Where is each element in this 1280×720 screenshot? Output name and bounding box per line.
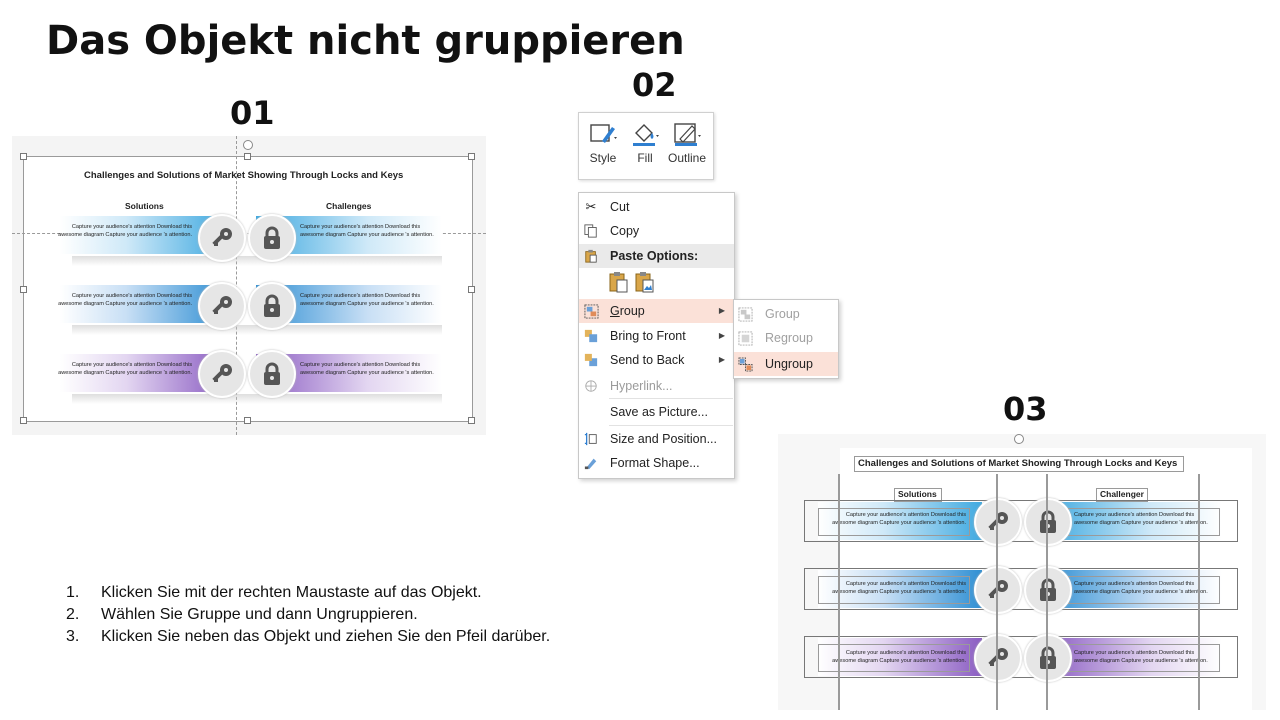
lock-icon bbox=[259, 293, 285, 319]
key-circle bbox=[974, 634, 1022, 682]
lock-icon bbox=[259, 361, 285, 387]
band-text: Capture your audience's attention Download this awesome diagram Capture your audience 's attention. bbox=[300, 224, 434, 238]
band-text: Capture your audience's attention Download this awesome diagram Capture your audience 's attention. bbox=[300, 293, 434, 307]
group-icon bbox=[738, 306, 754, 322]
menu-hyperlink[interactable]: Hyperlink... bbox=[579, 374, 734, 398]
send-to-back-icon bbox=[583, 352, 599, 368]
menu-copy[interactable]: Copy bbox=[579, 219, 734, 243]
group-submenu bbox=[733, 299, 839, 379]
paste-option-picture[interactable] bbox=[635, 271, 655, 296]
format-shape-icon bbox=[583, 455, 599, 471]
instruction-step-3: 3. Klicken Sie neben das Objekt und ziehen Sie den Pfeil darüber. bbox=[66, 628, 551, 645]
submenu-ungroup[interactable]: Ungroup bbox=[734, 352, 838, 376]
band-text: Capture your audience's attention Download this awesome diagram Capture your audience 's attention. bbox=[58, 362, 192, 376]
lock-icon bbox=[1035, 645, 1061, 671]
key-circle bbox=[198, 350, 246, 398]
lock-circle bbox=[1024, 634, 1072, 682]
key-circle bbox=[198, 214, 246, 262]
paste-clipboard-icon bbox=[609, 271, 629, 293]
step-number-2: 02 bbox=[632, 66, 677, 104]
size-position-icon bbox=[583, 431, 599, 447]
submenu-arrow-icon: ▶ bbox=[718, 355, 725, 364]
band-text: Capture your audience's attention Download this awesome diagram Capture your audience 's attention. bbox=[1074, 650, 1208, 664]
step-number-1: 01 bbox=[230, 94, 275, 132]
lock-circle bbox=[1024, 498, 1072, 546]
copy-icon bbox=[583, 223, 599, 239]
slide-title: Challenges and Solutions of Market Showing Through Locks and Keys bbox=[84, 170, 404, 181]
context-menu bbox=[578, 192, 735, 479]
slide-thumbnail-03[interactable] bbox=[778, 434, 1266, 710]
col-header-challenges: Challenges bbox=[326, 201, 372, 211]
style-button[interactable]: Style bbox=[581, 119, 625, 175]
menu-cut[interactable]: ✂ Cut bbox=[579, 195, 734, 219]
hyperlink-icon bbox=[583, 378, 599, 394]
band-text: Capture your audience's attention Download this awesome diagram Capture your audience 's attention. bbox=[300, 362, 434, 376]
shape-style-ribbon bbox=[578, 112, 714, 180]
menu-group[interactable]: Group ▶ bbox=[579, 299, 734, 323]
lock-circle bbox=[1024, 566, 1072, 614]
instruction-step-2: 2. Wählen Sie Gruppe und dann Ungruppieren. bbox=[66, 606, 418, 623]
col-header-challenger: Challenger bbox=[1100, 489, 1144, 499]
rotate-handle[interactable] bbox=[243, 140, 253, 150]
outline-button[interactable]: Outline bbox=[665, 119, 709, 175]
submenu-arrow-icon: ▶ bbox=[718, 331, 725, 340]
band-text: Capture your audience's attention Download this awesome diagram Capture your audience 's attention. bbox=[832, 650, 966, 664]
step-number-3: 03 bbox=[1003, 390, 1048, 428]
submenu-group[interactable]: Group bbox=[734, 302, 838, 326]
band-text: Capture your audience's attention Download this awesome diagram Capture your audience 's attention. bbox=[58, 224, 192, 238]
clipboard-icon bbox=[583, 248, 599, 264]
key-circle bbox=[974, 566, 1022, 614]
key-icon bbox=[209, 361, 235, 387]
instruction-step-1: 1. Klicken Sie mit der rechten Maustaste auf das Objekt. bbox=[66, 584, 482, 601]
paste-picture-icon bbox=[635, 271, 655, 293]
band-text: Capture your audience's attention Download this awesome diagram Capture your audience 's attention. bbox=[832, 512, 966, 526]
lock-icon bbox=[259, 225, 285, 251]
group-icon bbox=[583, 303, 599, 319]
band-text: Capture your audience's attention Download this awesome diagram Capture your audience 's attention. bbox=[832, 581, 966, 595]
key-circle bbox=[198, 282, 246, 330]
fill-button[interactable]: Fill bbox=[623, 119, 667, 175]
menu-send-to-back[interactable]: Send to Back ▶ bbox=[579, 348, 734, 372]
rotate-handle[interactable] bbox=[1014, 434, 1024, 444]
key-icon bbox=[985, 577, 1011, 603]
key-icon bbox=[985, 645, 1011, 671]
lock-circle bbox=[248, 282, 296, 330]
slide-thumbnail-01[interactable] bbox=[12, 136, 486, 435]
lock-circle bbox=[248, 214, 296, 262]
menu-save-as-picture[interactable]: Save as Picture... bbox=[610, 405, 708, 419]
band-text: Capture your audience's attention Download this awesome diagram Capture your audience 's attention. bbox=[58, 293, 192, 307]
menu-size-and-position[interactable]: Size and Position... bbox=[579, 427, 734, 451]
lock-icon bbox=[1035, 509, 1061, 535]
key-icon bbox=[209, 293, 235, 319]
shape-style-icon bbox=[588, 121, 618, 147]
lock-icon bbox=[1035, 577, 1061, 603]
submenu-regroup[interactable]: Regroup bbox=[734, 326, 838, 350]
bring-to-front-icon bbox=[583, 328, 599, 344]
regroup-icon bbox=[738, 330, 754, 346]
paste-option-keep-source[interactable] bbox=[609, 271, 629, 296]
col-header-solutions: Solutions bbox=[898, 489, 937, 499]
pen-outline-icon bbox=[672, 121, 702, 147]
menu-paste-options: Paste Options: bbox=[579, 244, 734, 268]
menu-format-shape[interactable]: Format Shape... bbox=[579, 451, 734, 475]
menu-bring-to-front[interactable]: Bring to Front ▶ bbox=[579, 324, 734, 348]
key-icon bbox=[985, 509, 1011, 535]
instructions-list bbox=[66, 582, 566, 648]
scissors-icon: ✂ bbox=[585, 199, 597, 214]
page-title: Das Objekt nicht gruppieren bbox=[46, 18, 685, 64]
slide-title: Challenges and Solutions of Market Showing Through Locks and Keys bbox=[858, 458, 1178, 469]
submenu-arrow-icon: ▶ bbox=[718, 306, 725, 315]
lock-circle bbox=[248, 350, 296, 398]
band-text: Capture your audience's attention Download this awesome diagram Capture your audience 's attention. bbox=[1074, 512, 1208, 526]
col-header-solutions: Solutions bbox=[125, 201, 164, 211]
band-text: Capture your audience's attention Download this awesome diagram Capture your audience 's attention. bbox=[1074, 581, 1208, 595]
key-icon bbox=[209, 225, 235, 251]
key-circle bbox=[974, 498, 1022, 546]
ungroup-icon bbox=[738, 356, 754, 372]
paint-bucket-icon bbox=[630, 121, 660, 147]
